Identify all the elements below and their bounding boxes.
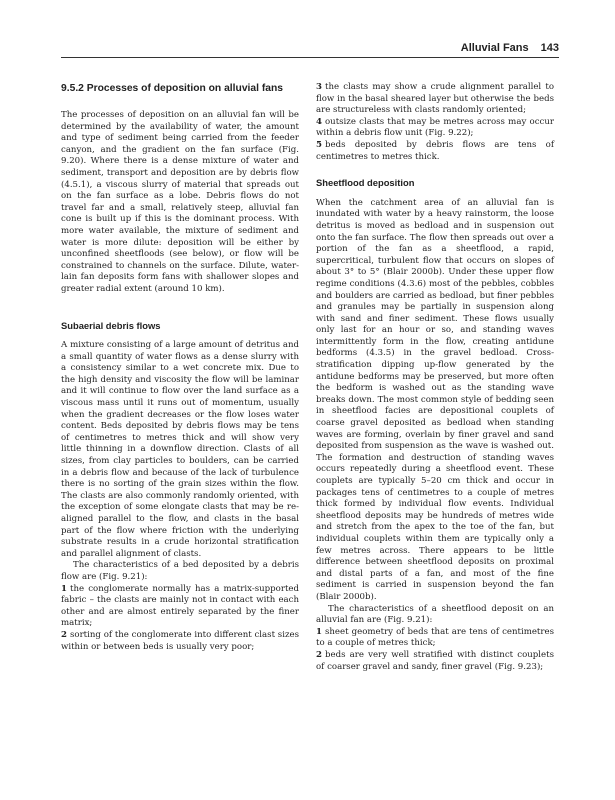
left-column [61, 82, 299, 653]
list-item [316, 140, 554, 163]
item-number: 5 [316, 139, 322, 150]
page-number: 143 [540, 42, 559, 54]
running-head [461, 42, 559, 54]
header-rule [61, 57, 559, 58]
list-item [61, 630, 299, 653]
item-number: 2 [316, 649, 322, 660]
list-item [61, 584, 299, 630]
sheetflood-characteristics-list [316, 627, 554, 673]
section-title: 9.5.2 Processes of deposition on alluvial fans [61, 83, 284, 94]
item-text: sheet geometry of beds that are tens of centimetres to a couple of metres thick; [316, 626, 554, 649]
item-text: beds are very well stratified with distinct couplets of coarser gravel and sandy, finer gravel (Fig. 9.23); [316, 649, 554, 672]
item-text: the clasts may show a crude alignment parallel to flow in the basal sheared layer but otherwise the beds are structureless with clasts randomly oriented; [316, 82, 554, 116]
intro-paragraph: The processes of deposition on an alluvial fan will be determined by the availability of water, the amount and type of sediment being carried from the feeder canyon, and the gradient on the fan surface (Fig. 9.20). Where there is a dense mixture of water and sediment, transport and deposition are by debris flow (4.5.1), a viscous slurry of material that spreads out on the fan surface as a lobe. Debris flows do not travel far and a small, relatively steep, alluvial fan cone is built up if this is the dominant process. With more water available, the mixture of sediment and water is more dilute: deposition will be either by unconfined sheetfloods (see below), or flow will be constrained to channels on the surface. Dilute, water-lain fan deposits form fans with shallower slopes and greater radial extent (around 10 km). [61, 110, 299, 294]
item-number: 2 [61, 629, 67, 640]
item-number: 4 [316, 116, 322, 127]
running-head-title: Alluvial Fans [460, 42, 529, 54]
list-item [316, 627, 554, 650]
item-text: sorting of the conglomerate into different clast sizes within or between beds is usually very poor; [61, 629, 299, 652]
debris-flow-paragraph: A mixture consisting of a large amount of detritus and a small quantity of water flows as a dense slurry with a consistency similar to a wet concrete mix. Due to the high density and viscosity the flow will be laminar and it will continue to flow over the land surface as a viscous mass until it runs out of momentum, usually when the gradient decreases or the flow loses water content. Beds deposited by debris flows may be tens of centimetres to metres thick and will show very little thinning in a downflow direction. Clasts of all sizes, from clay particles to boulders, can be carried in a debris flow and because of the lack of turbulence there is no sorting of the grain sizes within the flow. The clasts are also commonly randomly oriented, with the exception of some elongate clasts that may be re-aligned parallel to the flow, and clasts in the basal part of the flow where friction with the underlying substrate results in a crude horizontal stratification and parallel alignment of clasts. [61, 340, 299, 559]
sheetflood-characteristics-intro: The characteristics of a sheetflood deposit on an alluvial fan are (Fig. 9.21): [316, 603, 554, 626]
item-number: 1 [61, 583, 67, 594]
subheading-debris-flows: Subaerial debris flows [61, 319, 161, 331]
debris-characteristics-intro: The characteristics of a bed deposited by a debris flow are (Fig. 9.21): [61, 560, 299, 582]
item-text: beds deposited by debris flows are tens of centimetres to metres thick. [316, 139, 554, 162]
list-item [316, 82, 554, 117]
debris-characteristics-list-continued [316, 82, 554, 163]
item-text: outsize clasts that may be metres across may occur within a debris flow unit (Fig. 9.22); [316, 116, 554, 139]
item-number: 3 [316, 82, 322, 92]
right-column [316, 82, 554, 673]
list-item [316, 117, 554, 140]
sheetflood-paragraph: When the catchment area of an alluvial fan is inundated with water by a heavy rainstorm, the loose detritus is moved as bedload and in suspension out onto the fan surface. The flow then spreads out over a portion of the fan as a sheetflood, a rapid, supercritical, turbulent flow that occurs on slopes of about 3° to 5° (Blair 2000b). Under these upper flow regime conditions (4.3.6) most of the pebbles, cobbles and boulders are carried as bedload, but finer pebbles and granules may be partially in suspension along with sand and finer sediment. These flows usually only last for an hour or so, and standing waves intermittently form in the flow, creating antidune bedforms (4.3.5) in the gravel bedload. Cross-stratification dipping up-flow generated by the antidune bedforms may be preserved, but more often the bedform is washed out as the standing wave breaks down. The most common style of bedding seen in sheetflood facies are depositional couplets of coarse gravel deposited as bedload when standing waves are forming, overlain by finer gravel and sand deposited from suspension as the wave is washed out. The formation and destruction of standing waves occurs repeatedly during a sheetflood event. These couplets are typically 5–20 cm thick and occur in packages tens of centimetres to a couple of metres thick formed by individual flow events. Individual sheetflood deposits may be hundreds of metres wide and stretch from the apex to the toe of the fan, but individual couplets within them are typically only a few metres across. There appears to be little difference between sheetflood deposits on proximal and distal parts of a fan, and most of the fine sediment is carried in suspension beyond the fan (Blair 2000b). [316, 197, 554, 602]
item-number: 1 [316, 626, 322, 637]
item-text: the conglomerate normally has a matrix-supported fabric – the clasts are mainly not in contact with each other and are almost entirely separated by the finer matrix; [61, 583, 299, 629]
subheading-sheetflood: Sheetflood deposition [316, 177, 415, 189]
debris-characteristics-list [61, 584, 299, 654]
list-item [316, 650, 554, 673]
